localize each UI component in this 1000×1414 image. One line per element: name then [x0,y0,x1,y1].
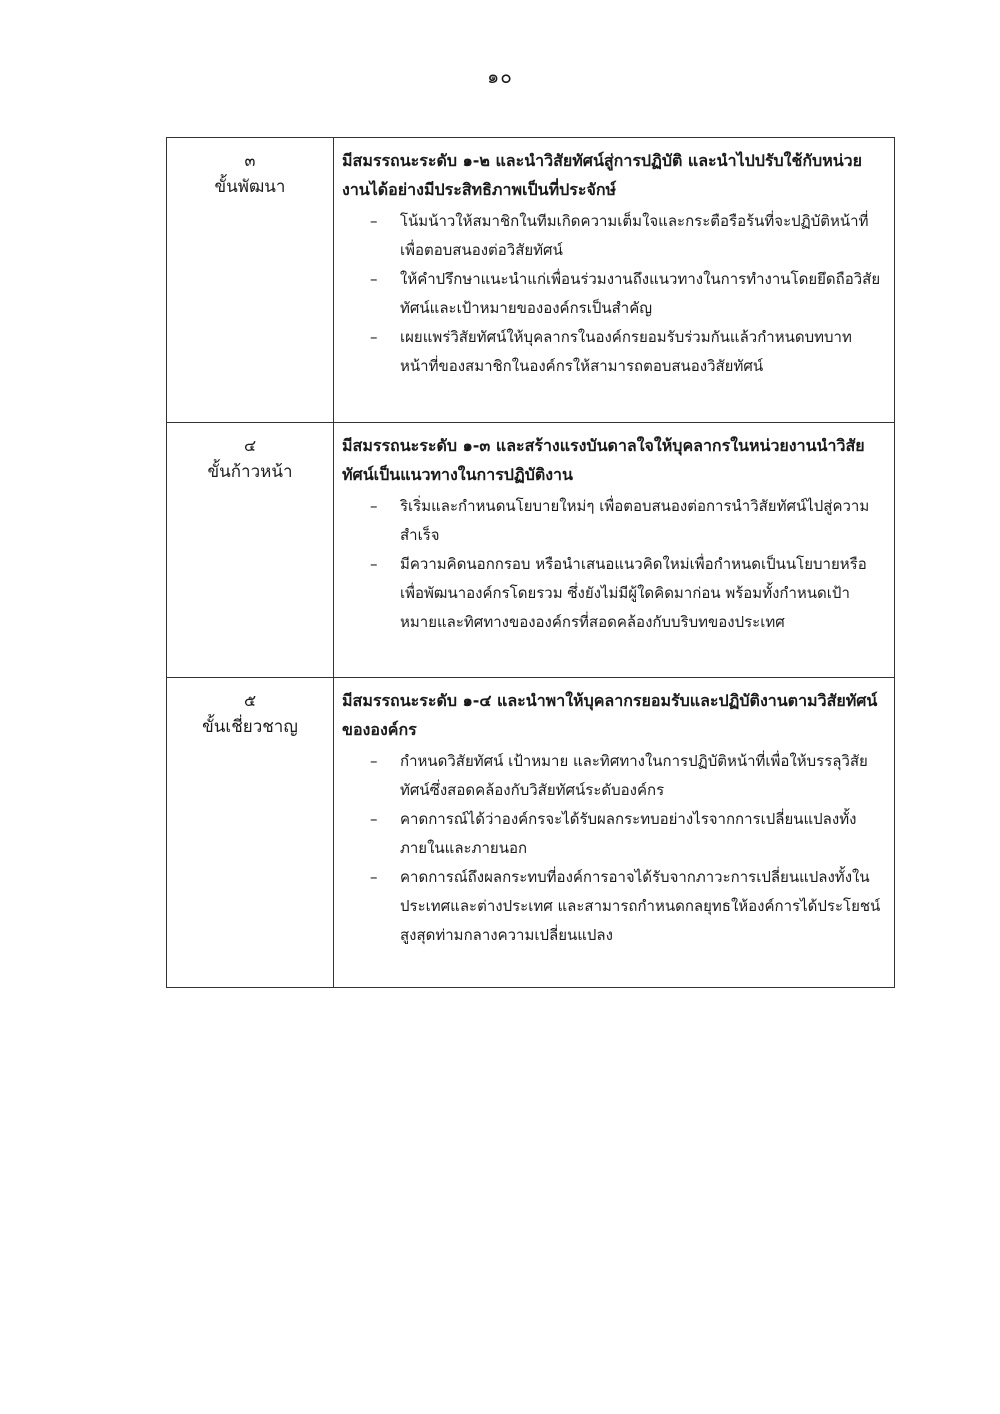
list-item [342,863,886,950]
dash-bullet-icon: – [370,810,378,828]
list-item [342,492,886,550]
description-cell [334,138,895,423]
description-cell [334,678,895,988]
list-item [342,323,886,381]
table-row [167,423,895,678]
behavior-list [342,492,886,637]
list-item-text: ริเริ่มและกำหนดนโยบายใหม่ๆ เพื่อตอบสนองต่อการนำวิสัยทัศน์ไปสู่ความสำเร็จ [400,497,870,544]
level-summary: มีสมรรถนะระดับ ๑-๒ และนำวิสัยทัศน์สู่การปฏิบัติ และนำไปปรับใช้กับหน่วยงานได้อย่างมีประสิทธิภาพเป็นที่ประจักษ์ [342,151,863,199]
level-summary: มีสมรรถนะระดับ ๑-๓ และสร้างแรงบันดาลใจให้บุคลากรในหน่วยงานนำวิสัยทัศน์เป็นแนวทางในการปฏิบัติงาน [342,436,865,484]
list-item-text: โน้มน้าวให้สมาชิกในทีมเกิดความเต็มใจและกระตือรือร้นที่จะปฏิบัติหน้าที่เพื่อตอบสนองต่อวิสัยทัศน์ [400,212,869,259]
level-cell [167,138,334,423]
page-number: ๑๐ [487,66,513,88]
level-name: ขั้นเชี่ยวชาญ [202,717,298,737]
description-cell [334,423,895,678]
list-item-text: คาดการณ์ถึงผลกระทบที่องค์การอาจได้รับจากภาวะการเปลี่ยนแปลงทั้งในประเทศและต่างประเทศ และสามารถกำหนดกลยุทธให้องค์การได้ประโยชน์สูงสุดท่ามกลางความเปลี่ยนแปลง [400,868,881,944]
list-item-text: ให้คำปรึกษาแนะนำแก่เพื่อนร่วมงานถึงแนวทางในการทำงานโดยยึดถือวิสัยทัศน์และเป้าหมายขององค์กรเป็นสำคัญ [400,270,881,317]
level-name: ขั้นพัฒนา [214,177,286,197]
list-item [342,207,886,265]
dash-bullet-icon: – [370,212,378,230]
list-item [342,747,886,805]
competency-level-table [166,137,895,988]
level-cell [167,423,334,678]
list-item [342,265,886,323]
dash-bullet-icon: – [370,497,378,515]
list-item [342,805,886,863]
dash-bullet-icon: – [370,328,378,346]
level-cell [167,678,334,988]
list-item [342,550,886,637]
behavior-list [342,747,886,950]
list-item-text: เผยแพร่วิสัยทัศน์ให้บุคลากรในองค์กรยอมรับร่วมกันแล้วกำหนดบทบาทหน้าที่ของสมาชิกในองค์กรให้สามารถตอบสนองวิสัยทัศน์ [400,328,852,375]
level-summary: มีสมรรถนะระดับ ๑-๔ และนำพาให้บุคลากรยอมรับและปฏิบัติงานตามวิสัยทัศน์ขององค์กร [342,691,878,739]
list-item-text: คาดการณ์ได้ว่าองค์กรจะได้รับผลกระทบอย่างไรจากการเปลี่ยนแปลงทั้งภายในและภายนอก [400,810,857,857]
table-row [167,138,895,423]
behavior-list [342,207,886,381]
table-row [167,678,895,988]
dash-bullet-icon: – [370,555,378,573]
level-number: ๓ [244,151,256,170]
dash-bullet-icon: – [370,868,378,886]
level-number: ๕ [243,691,257,710]
level-number: ๔ [243,436,257,455]
list-item-text: กำหนดวิสัยทัศน์ เป้าหมาย และทิศทางในการปฏิบัติหน้าที่เพื่อให้บรรลุวิสัยทัศน์ซึ่งสอดคล้องกับวิสัยทัศน์ระดับองค์กร [400,752,868,799]
list-item-text: มีความคิดนอกกรอบ หรือนำเสนอแนวคิดใหม่เพื่อกำหนดเป็นนโยบายหรือเพื่อพัฒนาองค์กรโดยรวม ซึ่งยังไม่มีผู้ใดคิดมาก่อน พร้อมทั้งกำหนดเป้าหมายและทิศทางขององค์กรที่สอดคล้องกับบริบทของประเทศ [400,555,867,631]
level-name: ขั้นก้าวหน้า [207,462,293,482]
dash-bullet-icon: – [370,752,378,770]
dash-bullet-icon: – [370,270,378,288]
